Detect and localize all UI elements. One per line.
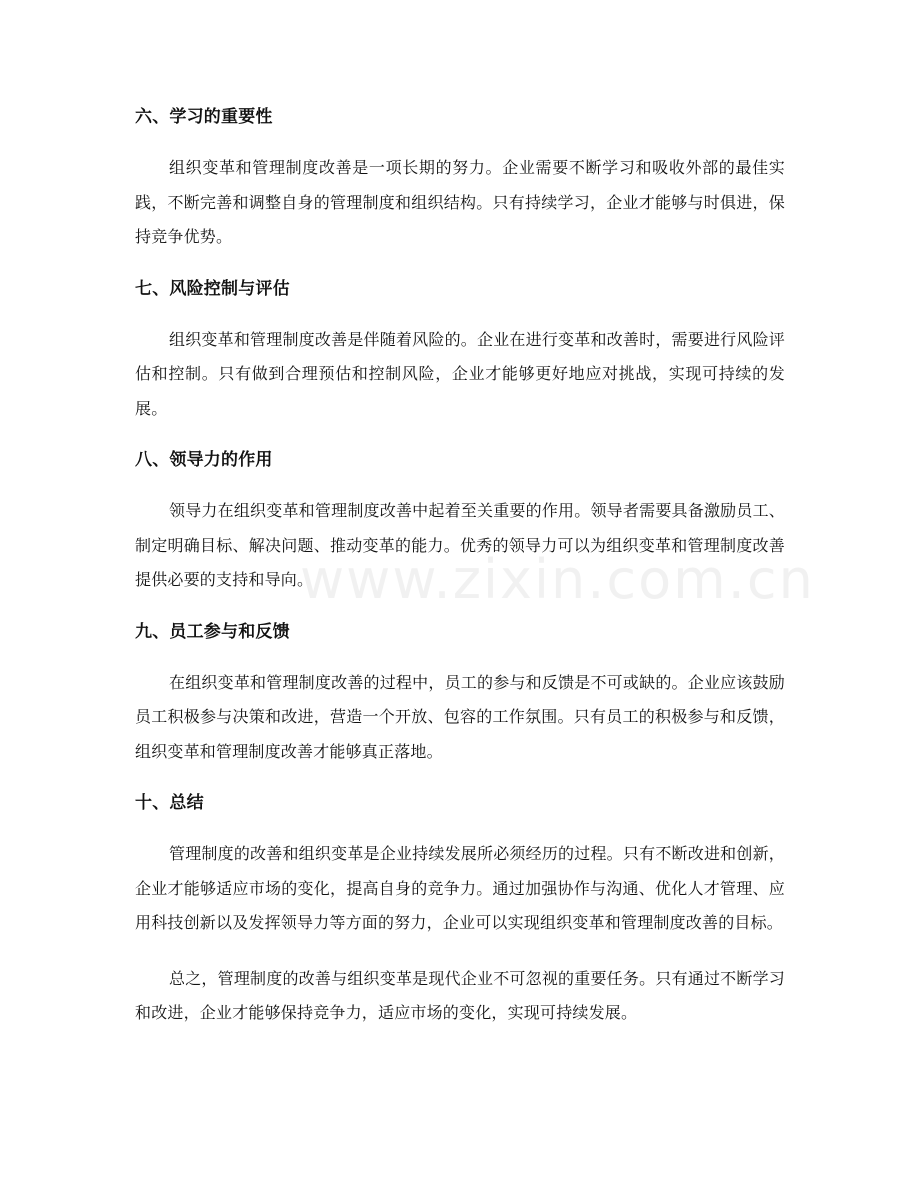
section-learning	[135, 104, 785, 255]
section-heading: 六、学习的重要性	[135, 107, 273, 127]
section-leadership	[135, 447, 785, 598]
document-body	[135, 104, 785, 1052]
section-heading: 九、员工参与和反馈	[135, 621, 290, 642]
section-summary	[135, 790, 785, 1031]
watermark: www.zixin.com.cn	[300, 548, 815, 611]
section-risk-control	[135, 276, 785, 427]
section-heading: 八、领导力的作用	[135, 450, 273, 470]
section-paragraph: 领导力在组织变革和管理制度改善中起着至关重要的作用。领导者需要具备激励员工、制定明确目标、解决问题、推动变革的能力。优秀的领导力可以为组织变革和管理制度改善提供必要的支持和导向。	[135, 501, 785, 589]
section-paragraph: 在组织变革和管理制度改善的过程中，员工的参与和反馈是不可或缺的。企业应该鼓励员工积极参与决策和改进，营造一个开放、包容的工作氛围。只有员工的积极参与和反馈，组织变革和管理制度改善才能够真正落地。	[135, 672, 785, 761]
section-paragraph: 总之，管理制度的改善与组织变革是现代企业不可忽视的重要任务。只有通过不断学习和改进，企业才能够保持竞争力，适应市场的变化，实现可持续发展。	[135, 968, 785, 1022]
section-paragraph: 组织变革和管理制度改善是伴随着风险的。企业在进行变革和改善时，需要进行风险评估和控制。只有做到合理预估和控制风险，企业才能够更好地应对挑战，实现可持续的发展。	[135, 329, 785, 418]
section-heading: 十、总结	[135, 793, 204, 813]
section-paragraph: 管理制度的改善和组织变革是企业持续发展所必须经历的过程。只有不断改进和创新，企业才能够适应市场的变化，提高自身的竞争力。通过加强协作与沟通、优化人才管理、应用科技创新以及发挥领导力等方面的努力，企业可以实现组织变革和管理制度改善的目标。	[135, 844, 785, 932]
section-paragraph: 组织变革和管理制度改善是一项长期的努力。企业需要不断学习和吸收外部的最佳实践，不断完善和调整自身的管理制度和组织结构。只有持续学习，企业才能够与时俱进，保持竞争优势。	[135, 158, 785, 246]
section-heading: 七、风险控制与评估	[135, 278, 290, 299]
section-employee-participation	[135, 619, 785, 770]
